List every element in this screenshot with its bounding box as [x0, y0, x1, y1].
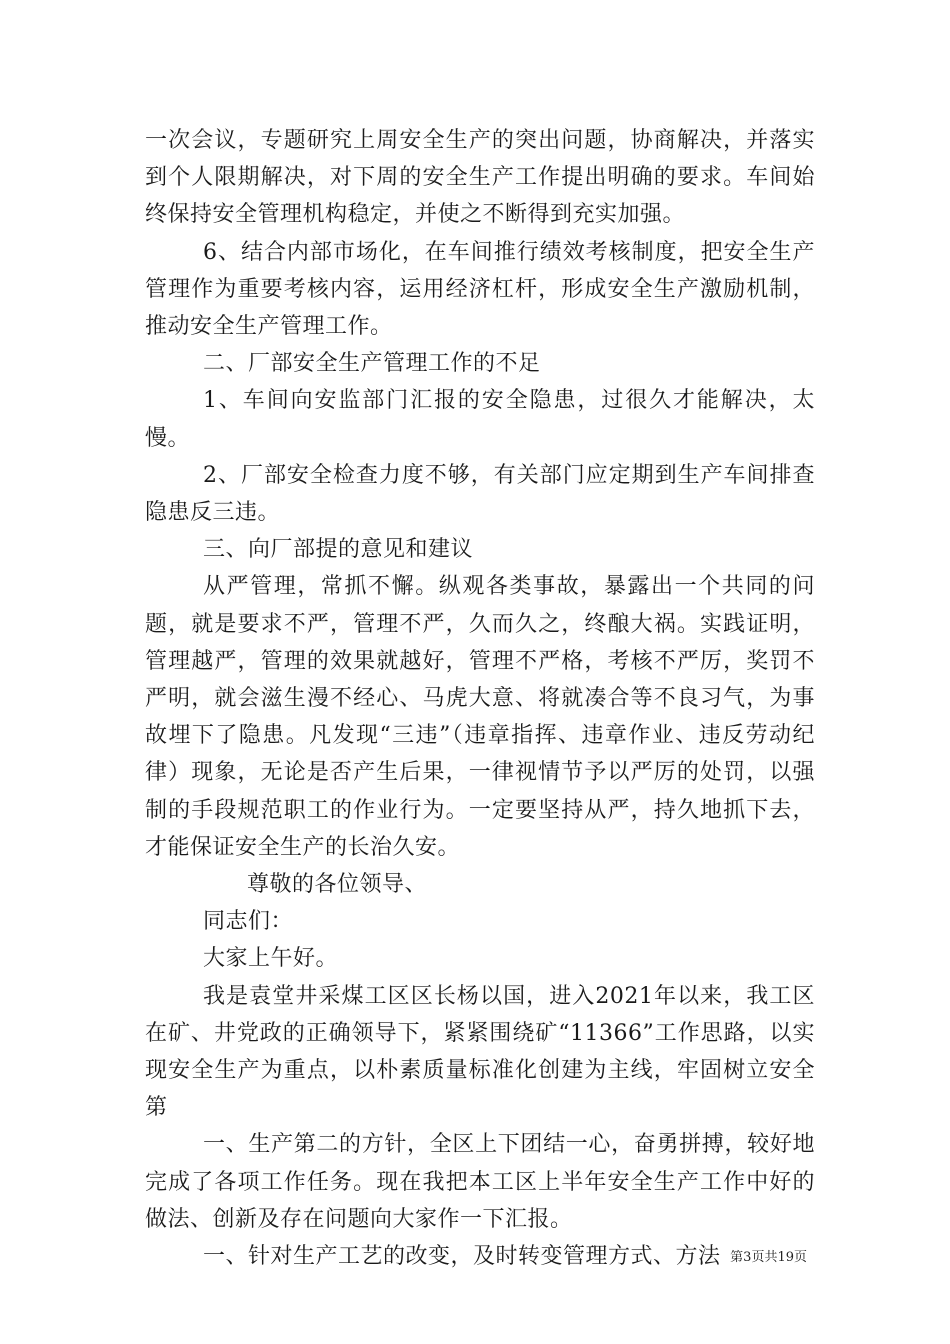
salutation-leaders: 尊敬的各位领导、 [247, 872, 428, 898]
document-body [145, 122, 815, 1275]
section-heading-1: 一、针对生产工艺的改变，及时转变管理方式、方法 [203, 1244, 721, 1270]
section-heading-3: 三、向厂部提的意见和建议 [203, 537, 474, 563]
paragraph-item-6: 6、结合内部市场化，在车间推行绩效考核制度，把安全生产管理作为重要考核内容，运用经济杠杆，形成安全生产激励机制，推动安全生产管理工作。 [145, 239, 815, 340]
paragraph-item-2: 2、厂部安全检查力度不够，有关部门应定期到生产车间排查隐患反三违。 [145, 462, 815, 526]
paragraph-introduction: 我是袁堂井采煤工区区长杨以国，进入2021年以来，我工区在矿、井党政的正确领导下，紧紧围绕矿“11366”工作思路，以实现安全生产为重点，以朴素质量标准化创建为主线，牢固树立安全第 [145, 983, 815, 1121]
paragraph-suggestions: 从严管理，常抓不懈。纵观各类事故，暴露出一个共同的问题，就是要求不严，管理不严，久而久之，终酿大祸。实践证明，管理越严，管理的效果就越好，管理不严格，考核不严厉，奖罚不严明，就会滋生漫不经心、马虎大意、将就凑合等不良习气，为事故埋下了隐患。凡发现“三违”（违章指挥、违章作业、违反劳动纪律）现象，无论是否产生后果，一律视情节予以严厉的处罚，以强制的手段规范职工的作业行为。一定要坚持从严，持久地抓下去，才能保证安全生产的长治久安。 [145, 574, 815, 860]
paragraph-item-1: 1、车间向安监部门汇报的安全隐患，过很久才能解决，太慢。 [145, 388, 815, 451]
greeting: 大家上午好。 [203, 946, 339, 972]
section-heading-2: 二、厂部安全生产管理工作的不足 [203, 351, 541, 377]
page-number: 第3页共19页 [730, 1250, 807, 1265]
salutation-comrades: 同志们： [203, 909, 294, 935]
paragraph-continuation: 一次会议，专题研究上周安全生产的突出问题，协商解决，并落实到个人限期解决，对下周的安全生产工作提出明确的要求。车间始终保持安全管理机构稳定，并使之不断得到充实加强。 [145, 128, 815, 228]
paragraph-policy: 一、生产第二的方针，全区上下团结一心，奋勇拼搏，较好地完成了各项工作任务。现在我把本工区上半年安全生产工作中好的做法、创新及存在问题向大家作一下汇报。 [145, 1132, 815, 1232]
